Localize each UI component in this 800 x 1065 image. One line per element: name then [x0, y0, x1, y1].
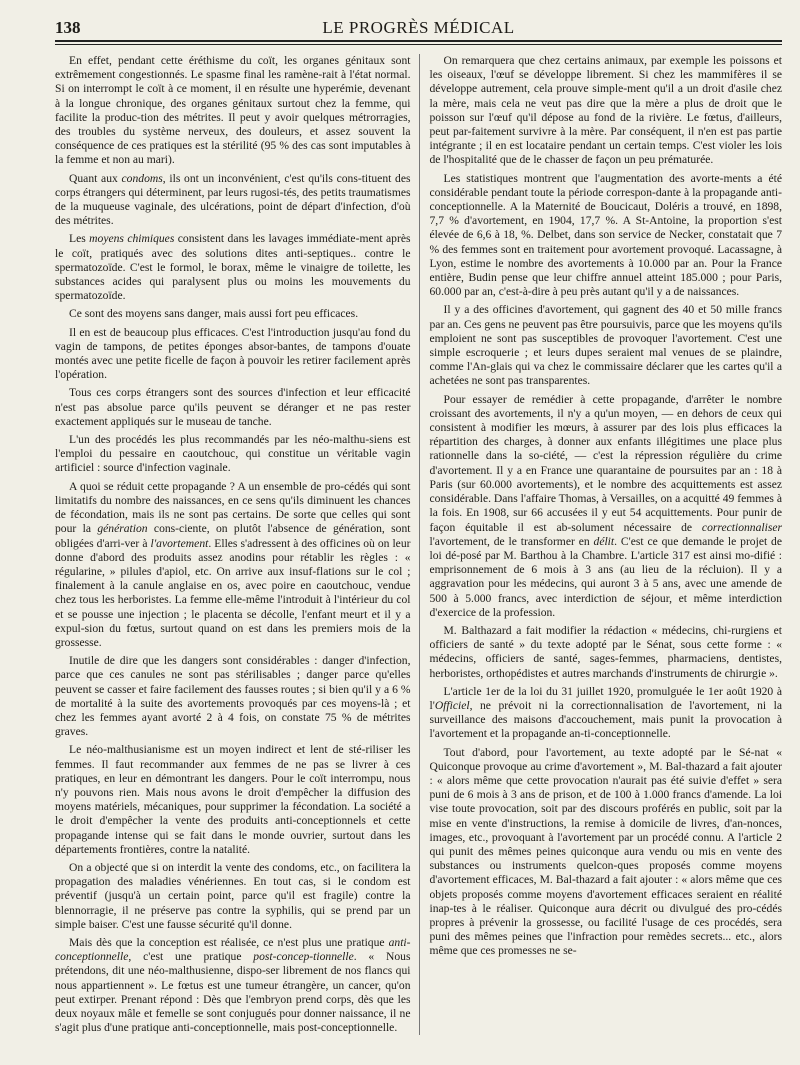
paragraph: [55, 743, 411, 857]
text-run: , ne prévoit ni la correctionnalisation de l'avortement, ni la surveillance des maisons d'accouchement, mais punit la provocation à l'avortement et la propagande an-ti-conceptionnelle.: [429, 698, 782, 741]
paragraph: [55, 54, 411, 168]
paragraph: [430, 685, 783, 742]
text-run: Le néo-malthusianisme est un moyen indirect et lent de sté-riliser les femmes. Il faut recommander aux femmes de ne pas se livrer à ces pratiques, en leur en démontrant les dangers. Pour le coït interrompu, nous n'y pouvons rien. Mais nous avons le droit d'empêcher la diffusion des moyens matériels, mécaniques, pour supprimer la fécondation. La société a le droit d'empêcher la vente des produits anti-conceptionnels et cette propagande intense qui se fait dans le monde ouvrier, surtout dans les départements frontières, contre la natalité.: [55, 743, 411, 856]
running-head: LE PROGRÈS MÉDICAL: [322, 18, 515, 37]
text-run: Les: [69, 232, 90, 246]
text-run: Inutile de dire que les dangers sont considérables : danger d'infection, parce que ces canules ne sont pas stérilisables ; danger parce qu'elles peuvent se casser et faire facilement des fausses routes ; si bien qu'il y a 6 % de mortalité à la suite des avortements provoqués par ces moyens-là ; et chez les femmes ayant avorté 2 à 4 fois, on constate 75 % de métrites graves.: [55, 654, 411, 739]
text-run: Ce sont des moyens sans danger, mais aussi fort peu efficaces.: [69, 307, 359, 321]
text-run: . Elles s'adressent à des officines où on leur donne d'abord des produits assez anodins pour rétablir les règles : « régularine, » pilules d'apiol, etc. On arrive aux insuf-flations sur le col ; finalement à la canule anglaise en os, avec poire en caoutchouc, vendue chez tous les herboristes. La femme elle-même l'introduit à l'intérieur du col et se pousse une injection ; le placenta se décolle, l'enfant meurt et il y a expul-sion du fœtus, surtout quand on est dans les premiers mois de la grossesse.: [55, 536, 411, 649]
italic-run: Officiel: [434, 698, 470, 712]
text-run: cons-ciente, on plutôt l'absence de génération, sont obligées d'arri-ver à: [55, 522, 411, 550]
paragraph: [55, 433, 411, 476]
paragraph: [55, 936, 411, 1035]
text-run: Pour essayer de remédier à cette propagande, d'arrêter le nombre croissant des avortements, il n'y a qu'un moyen, — en dehors de ceux qui consistent à modifier les mœurs, à assurer par des lois plus efficaces la répartition des charges, à donner aux enfants illégitimes une place plus rationnelle dans la so-ciété, — c'est la répression régulière du crime d'avortement. Il y a en France une quarantaine de poursuites par an : 18 à Paris (sur 60.000 avortements), et le nombre des acquittements est assez considérable. Dans l'affaire Thomas, à Versailles, on a acquitté 49 femmes à la fois. En 1908, sur 66 accusées il y eut 54 acquittements. Pour punir de façon équitable il est ab-solument nécessaire de: [429, 392, 782, 534]
text-run: , c'est une pratique: [128, 950, 254, 964]
text-run: On remarquera que chez certains animaux, par exemple les poissons et les oiseaux, l'œuf se développe librement. Si chez les mammifères il se développe autrement, cela prouve simple-ment qu'il a un droit d'asile chez la mère, mais cela ne veut pas dire que la mère a plus de droit que le poisson sur l'œuf qu'il dépose au fond de la rivière. Le fœtus, d'ailleurs, peut par-faitement survivre à la mère. Par conséquent, il n'en est pas partie intégrante ; il en est locataire pendant un certain temps. C'est violer les lois de l'hospitalité que de le chasser de façon un peu prématurée.: [429, 54, 782, 167]
paragraph: [430, 624, 783, 681]
italic-run: condoms: [121, 171, 163, 185]
text-columns: [55, 54, 782, 1035]
page-number: 138: [55, 18, 81, 37]
paragraph: [430, 303, 783, 388]
text-run: l'avortement, de le transformer en: [429, 534, 594, 548]
text-run: Il y a des officines d'avortement, qui gagnent des 40 et 50 mille francs par an. Ces gens ne peuvent pas être poursuivis, parce que les moyens qu'ils emploient ne sont pas susceptibles de provoquer l'avortement. C'est une simple escroquerie ; et leurs dupes seraient mal venues de se plaindre, comme l'An-glais qui va chez le commissaire déclarer que les cartes qu'il a achetées ne sont pas transparentes.: [429, 303, 782, 388]
text-run: L'article 1er de la loi du 31 juillet 1920, promulguée le 1er août 1920 à l': [429, 684, 782, 712]
text-run: En effet, pendant cette éréthisme du coït, les organes génitaux sont extrêmement congestionnés. Le spasme final les ramène-rait à l'état normal. Si on interrompt le coït à ce moment, il en résulte une hyperémie, devenant à la longue chronique, des organes génitaux surtout chez la femme, qui facilite la produc-tion des métrites. Il peut y avoir quelques métrorragies, des troubles du système nerveux, des douleurs, et assez souvent la conséquence de ces pratiques est la stérilité (95 % des cas sont imputables à la femme et non au mari).: [55, 54, 411, 167]
text-run: A quoi se réduit cette propagande ? A un ensemble de pro-cédés qui sont limitatifs du nombre des naissances, en ce sens qu'ils diminuent les chances de fécondation, mais ils ne sont pas certains. De sorte que celles qui sont pour la: [55, 479, 411, 536]
paragraph: [55, 386, 411, 429]
page-header: [55, 14, 782, 40]
text-run: Quant aux: [69, 171, 122, 185]
paragraph: [55, 307, 411, 321]
text-run: Il en est de beaucoup plus efficaces. C'est l'introduction jusqu'au fond du vagin de tampons, de petites éponges absor-bantes, de tampons d'ouate montés avec une petite ficelle de façon à pouvoir les retirer facilement après l'opération.: [55, 325, 411, 382]
italic-run: moyens chimiques: [89, 232, 175, 246]
italic-run: correctionnaliser: [701, 520, 782, 534]
paragraph: [430, 54, 783, 168]
paragraph: [55, 480, 411, 650]
text-run: On a objecté que si on interdit la vente des condoms, etc., on facilitera la propagation des maladies vénériennes. En tout cas, si le condom est préventif (jusqu'à un certain point, parce qu'il est fragile) contre la blennorragie, il ne préserve pas contre la syphilis, qui se prend par un simple baiser. C'est une fausse sécurité qu'il donne.: [55, 860, 411, 931]
text-run: Tous ces corps étrangers sont des sources d'infection et leur efficacité n'est pas absolue parce qu'ils peuvent se déranger et ne pas rester exactement appliqués sur le museau de tanche.: [55, 386, 411, 428]
text-run: , ils ont un inconvénient, c'est qu'ils cons-tituent des corps étrangers qui déterminent, par leurs rugosi-tés, des petits traumatismes de la muqueuse vaginale, des ulcérations, point de départ d'infection, d'où des métrites.: [55, 171, 411, 228]
paragraph: [430, 172, 783, 300]
paragraph: [55, 654, 411, 739]
header-rule: [55, 40, 782, 45]
paragraph: [430, 393, 783, 620]
left-column: [55, 54, 419, 1035]
italic-run: génération: [97, 522, 148, 536]
text-run: Mais dès que la conception est réalisée, ce n'est plus une pratique: [69, 935, 389, 949]
paragraph: [55, 232, 411, 303]
text-run: . « Nous prétendons, dit une néo-malthusienne, dispo-ser librement de nos flancs qui nous appartiennent ». Le fœtus est une tumeur étrangère, un cancer, qu'on peut extirper. Prenant répond : Dès que l'embryon prend corps, dès que les deux noyaux mâle et femelle se sont conjugués pour donner naissance, il ne s'agit plus d'une pratique anti-conceptionnelle, mais post-conceptionnelle.: [55, 950, 411, 1035]
italic-run: post-concep-tionnelle: [253, 950, 354, 964]
italic-run: anti-conceptionnelle: [55, 935, 411, 964]
paragraph: [55, 172, 411, 229]
right-column: [419, 54, 783, 1035]
text-run: . C'est ce que demande le projet de loi dé-posé par M. Barthou à la Chambre. L'article 317 est ainsi mo-difié : emprisonnement de 6 mois à 3 ans (au lieu de la récluion). Il y a aggravation pour les médecins, qui auront 3 à 5 ans, avec une amende de 500 à 5.000 francs, avec interdiction de séjour, et même interdiction d'exercice de la profession.: [429, 534, 782, 619]
text-run: M. Balthazard a fait modifier la rédaction « médecins, chi-rurgiens et officiers de santé » du texte adopté par le Sénat, sous cette forme : « médecins, officiers de santé, sages-femmes, pharmaciens, dentistes, herboristes, orthopédistes et autres marchands d'instruments de chirurgie ».: [429, 623, 782, 680]
italic-run: délit: [593, 534, 615, 548]
paragraph: [430, 746, 783, 959]
italic-run: l'avortement: [150, 536, 209, 550]
text-run: L'un des procédés les plus recommandés par les néo-malthu-siens est l'emploi du pessaire en caoutchouc, qui constitue un véritable vagin artificiel : source d'infection vaginale.: [55, 433, 411, 475]
paragraph: [55, 326, 411, 383]
text-run: Tout d'abord, pour l'avortement, au texte adopté par le Sé-nat « Quiconque provoque au crime d'avortement », M. Bal-thazard a fait ajouter : « alors même que cette provocation n'aurait pas été suivie d'effet » sera puni de 6 mois à 3 ans de prison, et de 100 à 1.000 francs d'amende. La loi vise toute provocation, soit par des discours proférés en public, soit par la mise en vente d'instructions, la remise à domicile de livres, d'an-nonces, images, etc., provoquant à l'avortement par un procédé connu. A l'article 2 qui punit des mêmes peines quiconque aura vendu ou mis en vente des substances ou instruments quelcon-ques proposés comme moyens d'avortement efficaces, M. Bal-thazard a fait ajouter : « alors même que ces objets proposés comme moyens d'avortement efficaces seraient en réalité inap-tes à le réaliser. Quiconque aura décrit ou divulgué des pro-cédés propres à prévenir la grossesse, ou facilité l'usage de ces procédés, sera puni des mêmes peines que l'infraction pour remèdes secrets... etc., alors même que ces promesses ne se-: [429, 745, 782, 958]
text-run: consistent dans les lavages immédiate-ment après le coït, pratiqués avec des solutions dites anti-septiques.. contre le spermatozoïde. C'est le formol, le borax, même le vinaigre de toilette, les substances acides qui paralysent plus ou moins les mouvements du spermatozoïde.: [55, 232, 411, 303]
text-run: Les statistiques montrent que l'augmentation des avorte-ments a été considérable pendant toute la période correspon-dante à la propagande anti-conceptionnelle. A la Maternité de Boucicaut, Doléris a trouvé, en 1898, 7,7 % d'avortement, en 1904, 17,7 %. A St-Antoine, la proportion s'est élevée de 6,6 à 18, %. Delbet, dans son service de Necker, constatait que 7 % des femmes sont en traitement pour avortement provoqué. Lacassagne, à Lyon, estime le nombre des avortements à 10.000 par an. Pour la France entière, Budin pense que leur chiffre annuel atteint 185.000 ; pour Paris, 60.000 par an, c'est-à-dire à peu près autant qu'il y a de naissances.: [429, 171, 782, 299]
paragraph: [55, 861, 411, 932]
